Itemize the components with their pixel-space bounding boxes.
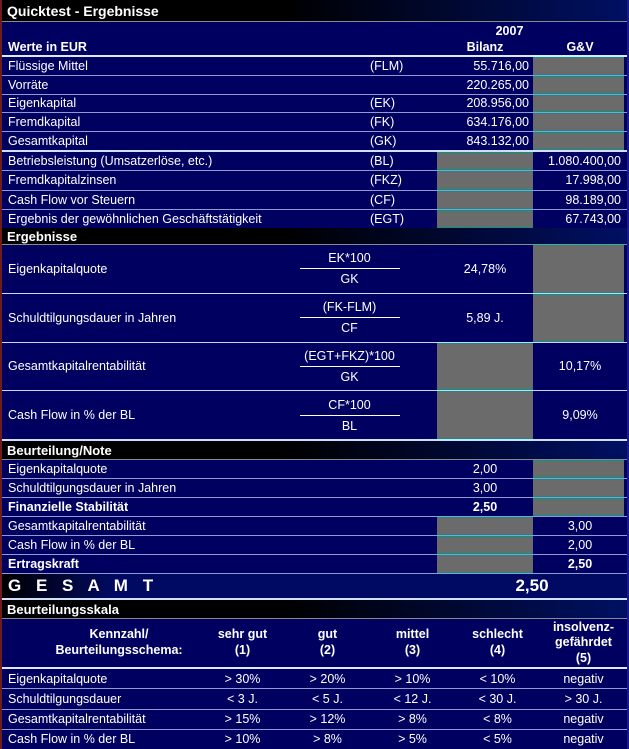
note-cell-bilanz: 2,50 <box>472 500 498 514</box>
note-cell-bilanz: 2,00 <box>472 462 498 476</box>
skala-header-kennzahl: Kennzahl/ Beurteilungsschema: <box>55 627 183 657</box>
fraction-line <box>300 415 400 416</box>
note-row-gesamtkapitalrentabilitaet <box>2 517 627 536</box>
row-label: Schuldtilgungsdauer in Jahren <box>8 481 177 495</box>
row-label: Eigenkapitalquote <box>8 261 108 276</box>
skala-value: negativ <box>563 732 604 747</box>
disabled-cell <box>533 76 624 94</box>
result-cell-gv: 9,09% <box>562 408 598 423</box>
disabled-cell <box>533 113 624 131</box>
skala-rows-group <box>2 669 627 749</box>
disabled-cell <box>533 460 624 478</box>
row-label: Eigenkapitalquote <box>8 462 108 476</box>
disabled-cell <box>437 171 533 189</box>
pl-row-egt <box>2 210 627 228</box>
result-cell-bilanz: 24,78% <box>463 261 507 276</box>
section-title: Beurteilung/Note <box>7 442 112 458</box>
balance-row-vorraete <box>2 76 627 95</box>
skala-header-schlecht: schlecht (4) <box>472 627 523 657</box>
skala-value: > 10% <box>394 671 431 686</box>
row-label: Betriebsleistung (Umsatzerlöse, etc.) <box>8 154 213 169</box>
section-header-beurteilung <box>2 441 627 460</box>
bilanz-value-cell[interactable]: 843.132,00 <box>466 134 529 149</box>
formula-fraction <box>262 294 437 342</box>
balance-row-fremdkapital <box>2 113 627 132</box>
section-header-ergebnisse <box>2 228 627 245</box>
note-row-schuldtilgungsdauer <box>2 479 627 498</box>
skala-value: > 20% <box>309 671 346 686</box>
disabled-cell <box>533 294 624 342</box>
skala-value: negativ <box>563 671 604 686</box>
note-cell-gv: 2,50 <box>567 557 593 571</box>
note-row-eigenkapitalquote <box>2 460 627 479</box>
row-label: Eigenkapital <box>8 96 77 111</box>
row-label: Cash Flow in % der BL <box>8 408 136 423</box>
formula-row-schuldtilgungsdauer <box>2 294 627 343</box>
note-cell-bilanz: 3,00 <box>472 481 498 495</box>
note-row-cashflow-prozent <box>2 536 627 555</box>
formula-denominator: BL <box>341 418 358 433</box>
formula-numerator: EK*100 <box>328 251 371 266</box>
skala-value: negativ <box>563 712 604 727</box>
balance-row-eigenkapital <box>2 95 627 114</box>
formula-rows-group <box>2 245 627 441</box>
disabled-cell <box>437 343 533 391</box>
skala-header-gut: gut (2) <box>317 627 338 657</box>
bilanz-value-cell[interactable]: 220.265,00 <box>466 77 529 92</box>
pl-row-betriebsleistung <box>2 152 627 171</box>
disabled-cell <box>533 95 624 113</box>
skala-value: > 10% <box>224 732 261 747</box>
gesamt-row <box>2 574 627 600</box>
skala-value: > 8% <box>313 732 342 747</box>
note-rows-group <box>2 460 627 574</box>
row-code: (FKZ) <box>370 173 402 188</box>
formula-numerator: (FK-FLM) <box>322 300 377 315</box>
disabled-cell <box>437 210 533 228</box>
formula-denominator: GK <box>340 272 359 287</box>
skala-row-gesamtkapitalrentabilitaet <box>2 710 627 730</box>
note-row-finanzielle-stabilitaet <box>2 498 627 517</box>
pl-rows-group <box>2 152 627 228</box>
row-label: Vorräte <box>8 77 49 92</box>
disabled-cell <box>437 517 533 535</box>
row-label: Ergebnis der gewöhnlichen Geschäftstätigkeit <box>8 211 262 226</box>
row-label: Gesamtkapital <box>8 134 88 149</box>
gv-value-cell[interactable]: 98.189,00 <box>565 192 621 207</box>
section-header-skala <box>2 600 627 619</box>
row-code: (EGT) <box>370 211 405 226</box>
skala-table-header <box>2 619 627 669</box>
disabled-cell <box>533 57 624 75</box>
row-label: Cash Flow in % der BL <box>8 732 136 747</box>
gv-value-cell[interactable]: 67.743,00 <box>565 211 621 226</box>
skala-value: < 8% <box>483 712 512 727</box>
row-code: (EK) <box>370 96 395 111</box>
skala-value: < 5% <box>483 732 512 747</box>
skala-value: < 10% <box>479 671 516 686</box>
gesamt-value: 2,50 <box>515 576 549 595</box>
bilanz-value-cell[interactable]: 634.176,00 <box>466 115 529 130</box>
row-label: Schuldtilgungsdauer in Jahren <box>8 310 177 325</box>
bilanz-value-cell[interactable]: 55.716,00 <box>473 58 529 73</box>
skala-header-insolvenzgefaehrdet: insolvenz- gefährdet (5) <box>552 619 615 665</box>
disabled-cell <box>437 191 533 209</box>
balance-rows-group <box>2 57 627 152</box>
pl-row-cashflow <box>2 191 627 210</box>
disabled-cell <box>437 536 533 554</box>
skala-header-mittel: mittel (3) <box>395 627 430 657</box>
werte-in-eur-label: Werte in EUR <box>8 40 87 54</box>
row-code: (BL) <box>370 154 394 169</box>
skala-header-sehr-gut: sehr gut (1) <box>217 627 268 657</box>
formula-denominator: CF <box>341 321 358 336</box>
disabled-cell <box>533 132 624 150</box>
formula-row-gesamtkapitalrentabilitaet <box>2 343 627 392</box>
row-code: (GK) <box>370 134 397 149</box>
gv-value-cell[interactable]: 17.998,00 <box>565 173 621 188</box>
result-cell-bilanz: 5,89 J. <box>466 310 504 325</box>
skala-value: < 30 J. <box>478 691 517 706</box>
skala-value: < 5 J. <box>312 691 343 706</box>
disabled-cell <box>533 245 624 293</box>
row-label: Gesamtkapitalrentabilität <box>8 359 146 374</box>
row-label: Finanzielle Stabilität <box>8 500 129 514</box>
fraction-line <box>300 366 400 367</box>
column-header-bilanz: Bilanz <box>466 40 504 54</box>
formula-row-eigenkapitalquote <box>2 245 627 294</box>
skala-value: > 30 J. <box>564 691 603 706</box>
note-row-ertragskraft <box>2 555 627 574</box>
skala-row-cashflow-prozent <box>2 730 627 749</box>
skala-value: < 12 J. <box>393 691 432 706</box>
disabled-cell <box>533 479 624 497</box>
row-label: Cash Flow vor Steuern <box>8 192 136 207</box>
row-label: Eigenkapitalquote <box>8 671 108 686</box>
year-row <box>2 22 627 39</box>
balance-row-fluessige-mittel <box>2 57 627 76</box>
row-label: Fremdkapitalzinsen <box>8 173 117 188</box>
disabled-cell <box>533 498 624 516</box>
fraction-line <box>300 268 400 269</box>
formula-numerator: CF*100 <box>328 397 371 412</box>
skala-value: > 5% <box>398 732 427 747</box>
skala-row-eigenkapitalquote <box>2 669 627 689</box>
row-label: Gesamtkapitalrentabilität <box>8 519 146 533</box>
year-header: 2007 <box>495 23 524 38</box>
row-code: (CF) <box>370 192 395 207</box>
formula-fraction <box>262 391 437 439</box>
row-label: Flüssige Mittel <box>8 58 88 73</box>
disabled-cell <box>437 555 533 573</box>
formula-fraction <box>262 245 437 293</box>
formula-row-cashflow-prozent <box>2 391 627 441</box>
section-title: Ergebnisse <box>7 228 78 244</box>
pl-row-fremdkapitalzinsen <box>2 171 627 190</box>
gv-value-cell[interactable]: 1.080.400,00 <box>548 154 621 169</box>
disabled-cell <box>437 391 533 439</box>
disabled-cell <box>437 152 533 170</box>
row-code: (FK) <box>370 115 395 130</box>
row-code: (FLM) <box>370 58 404 73</box>
formula-numerator: (EGT+FKZ)*100 <box>304 348 395 363</box>
note-cell-gv: 2,00 <box>567 538 593 552</box>
skala-value: > 12% <box>309 712 346 727</box>
bilanz-value-cell[interactable]: 208.956,00 <box>466 96 529 111</box>
skala-value: > 8% <box>398 712 427 727</box>
row-label: Schuldtilgungsdauer <box>8 691 122 706</box>
column-header-gv: G&V <box>566 40 594 54</box>
balance-row-gesamtkapital <box>2 132 627 150</box>
result-cell-gv: 10,17% <box>558 359 602 374</box>
section-title: Beurteilungsskala <box>7 601 119 617</box>
row-label: Gesamtkapitalrentabilität <box>8 712 146 727</box>
formula-fraction <box>262 343 437 391</box>
row-label: Fremdkapital <box>8 115 81 130</box>
page-title: Quicktest - Ergebnisse <box>7 2 159 19</box>
row-label: Ertragskraft <box>8 557 79 571</box>
row-label: Cash Flow in % der BL <box>8 538 136 552</box>
formula-denominator: GK <box>340 369 359 384</box>
sheet-title-bar <box>2 0 627 22</box>
skala-row-schuldtilgungsdauer <box>2 689 627 709</box>
fraction-line <box>300 317 400 318</box>
note-cell-gv: 3,00 <box>567 519 593 533</box>
skala-value: > 30% <box>224 671 261 686</box>
gesamt-label: G E S A M T <box>8 576 159 595</box>
column-header-row <box>2 39 627 57</box>
skala-value: > 15% <box>224 712 261 727</box>
skala-value: < 3 J. <box>227 691 258 706</box>
